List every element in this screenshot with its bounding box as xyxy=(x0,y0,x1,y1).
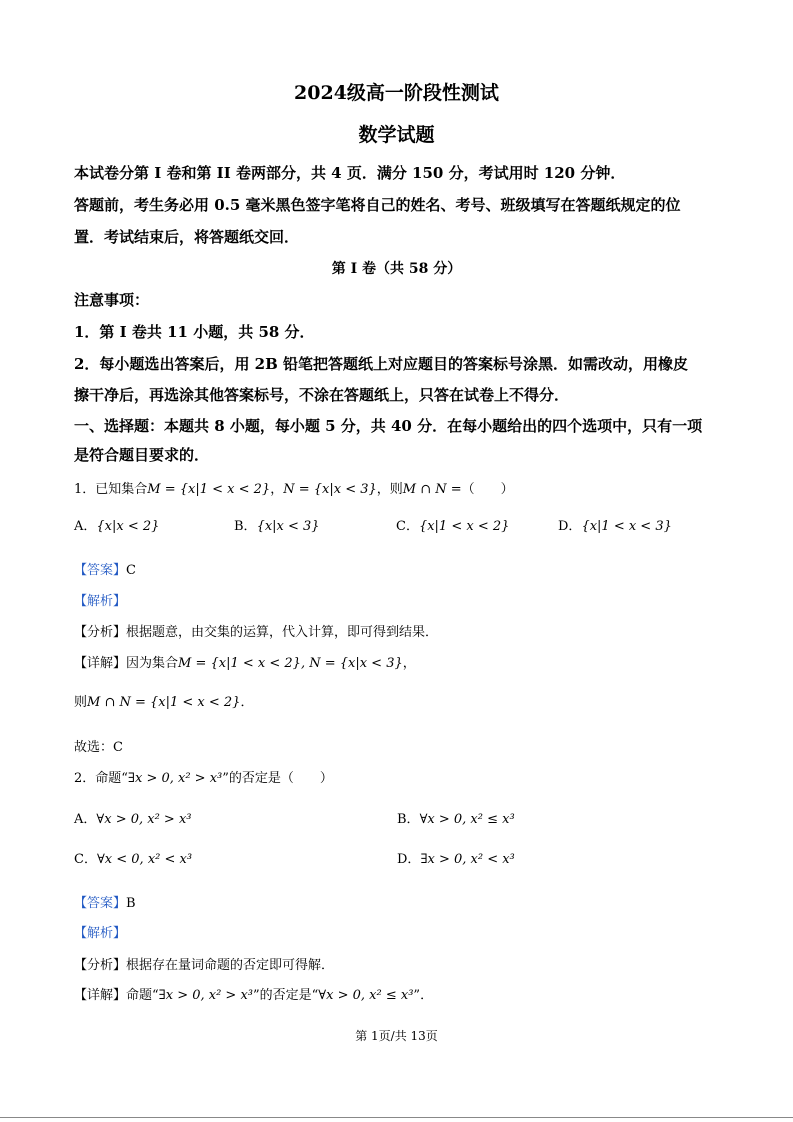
q2-xiangjie-suffix: ”． xyxy=(413,988,434,1003)
q1-option-c xyxy=(396,515,509,534)
q1-then xyxy=(74,691,253,710)
q1-set-n: N = {x|x < 3} xyxy=(283,482,377,497)
q2-option-d-label: D． xyxy=(397,852,421,867)
q1-option-c-label: C． xyxy=(396,519,419,534)
q2-fenxi-tag: 【分析】 xyxy=(74,958,127,973)
q2-stem-expr: ∃x > 0, x² > x³ xyxy=(127,771,223,786)
q2-answer-value: B xyxy=(126,896,136,911)
q2-stem-prefix: 2．命题“ xyxy=(74,771,128,786)
q2-option-c xyxy=(74,848,192,867)
q1-expr: M ∩ N = xyxy=(402,482,462,497)
q1-option-d-label: D． xyxy=(558,519,582,534)
q1-option-c-text: {x|1 < x < 2} xyxy=(418,519,510,534)
q2-option-d xyxy=(397,848,515,867)
q1-choice: 故选：C xyxy=(74,740,123,755)
q1-analysis-tag: 【解析】 xyxy=(74,594,127,609)
q2-xiangjie-mid: ”的否定是“ xyxy=(253,988,319,1003)
q2-fenxi-text: 根据存在量词命题的否定即可得解． xyxy=(126,958,335,973)
q1-blank: （ ） xyxy=(461,482,514,497)
q2-option-b-text: ∀x > 0, x² ≤ x³ xyxy=(419,812,515,827)
q2-answer xyxy=(74,892,136,911)
notice-label: 注意事项： xyxy=(74,291,150,309)
q1-then-prefix: 则 xyxy=(74,695,88,710)
q1-option-b xyxy=(234,515,320,534)
q1-analysis xyxy=(74,590,126,609)
q1-xiangjie xyxy=(74,652,416,671)
q2-xiangjie-expr2: ∀x > 0, x² ≤ x³ xyxy=(318,988,414,1003)
q2-option-b xyxy=(397,808,515,827)
q2-answer-tag: 【答案】 xyxy=(74,896,127,911)
q1-option-b-label: B． xyxy=(234,519,257,534)
volume-heading: 第 I 卷（共 58 分） xyxy=(331,261,462,277)
q1-fenxi-text: 根据题意，由交集的运算，代入计算，即可得到结果． xyxy=(126,625,439,640)
q2-option-d-text: ∃x > 0, x² < x³ xyxy=(420,852,515,867)
notice-item-2b: 擦干净后，再选涂其他答案标号，不涂在答题纸上，只答在试卷上不得分． xyxy=(74,386,570,404)
q1-then-suffix: ． xyxy=(240,695,254,710)
q1-option-d-text: {x|1 < x < 3} xyxy=(581,519,672,534)
q2-option-c-text: ∀x < 0, x² < x³ xyxy=(96,852,193,867)
intro-line-3: 置．考试结束后，将答题纸交回． xyxy=(74,228,300,246)
q2-option-c-label: C． xyxy=(74,852,97,867)
q1-option-b-text: {x|x < 3} xyxy=(256,519,320,534)
question-1-stem xyxy=(74,478,514,497)
q1-option-a-text: {x|x < 2} xyxy=(96,519,160,534)
q2-fenxi xyxy=(74,954,334,973)
q1-answer-tag: 【答案】 xyxy=(74,563,127,578)
q1-then-expr: M ∩ N = {x|1 < x < 2} xyxy=(87,695,241,710)
q2-option-a xyxy=(74,808,192,827)
q1-answer-value: C xyxy=(126,563,136,578)
question-2-stem xyxy=(74,767,333,786)
q1-option-a xyxy=(74,515,159,534)
q1-fenxi xyxy=(74,621,438,640)
q1-xiangjie-suffix: ， xyxy=(402,656,416,671)
q2-xiangjie-tag: 【详解】 xyxy=(74,988,127,1003)
q1-set-m: M = {x|1 < x < 2} xyxy=(147,482,271,497)
bottom-divider xyxy=(0,1117,793,1118)
q1-stem-prefix: 1．已知集合 xyxy=(74,482,148,497)
page-subtitle: 数学试题 xyxy=(358,124,435,146)
q1-comma: ， xyxy=(270,482,284,497)
q1-xiangjie-prefix: 因为集合 xyxy=(126,656,179,671)
q2-analysis-tag: 【解析】 xyxy=(74,926,127,941)
q1-answer xyxy=(74,559,136,578)
q2-option-a-label: A． xyxy=(74,812,97,827)
q2-option-b-label: B． xyxy=(397,812,420,827)
q1-xiangjie-tag: 【详解】 xyxy=(74,656,127,671)
q2-xiangjie xyxy=(74,984,433,1003)
q2-stem-suffix: ”的否定是（ ） xyxy=(222,771,333,786)
section-heading-b: 是符合题目要求的． xyxy=(74,446,210,464)
intro-line-2: 答题前，考生务必用 0.5 毫米黑色签字笔将自己的姓名、考号、班级填写在答题纸规定的位 xyxy=(74,196,681,214)
q2-xiangjie-prefix: 命题“ xyxy=(126,988,159,1003)
q1-option-d xyxy=(558,515,672,534)
page-number: 第 1页/共 13页 xyxy=(355,1029,438,1043)
q1-xiangjie-sets: M = {x|1 < x < 2}, N = {x|x < 3} xyxy=(178,656,403,671)
page-title: 2024级高一阶段性测试 xyxy=(294,82,499,104)
notice-item-2a: 2．每小题选出答案后，用 2B 铅笔把答题纸上对应题目的答案标号涂黑．如需改动，用橡皮 xyxy=(74,355,689,373)
q1-option-a-label: A． xyxy=(74,519,97,534)
intro-line-1: 本试卷分第 I 卷和第 II 卷两部分，共 4 页．满分 150 分，考试用时 120 分钟． xyxy=(74,164,626,182)
q1-stem-mid: ，则 xyxy=(376,482,403,497)
q2-xiangjie-expr1: ∃x > 0, x² > x³ xyxy=(158,988,253,1003)
q2-option-a-text: ∀x > 0, x² > x³ xyxy=(96,812,192,827)
q1-fenxi-tag: 【分析】 xyxy=(74,625,127,640)
q2-analysis xyxy=(74,922,126,941)
section-heading-a: 一、选择题：本题共 8 小题，每小题 5 分，共 40 分．在每小题给出的四个选项中，只有一项 xyxy=(74,417,703,435)
notice-item-1: 1．第 I 卷共 11 小题，共 58 分． xyxy=(74,323,315,341)
